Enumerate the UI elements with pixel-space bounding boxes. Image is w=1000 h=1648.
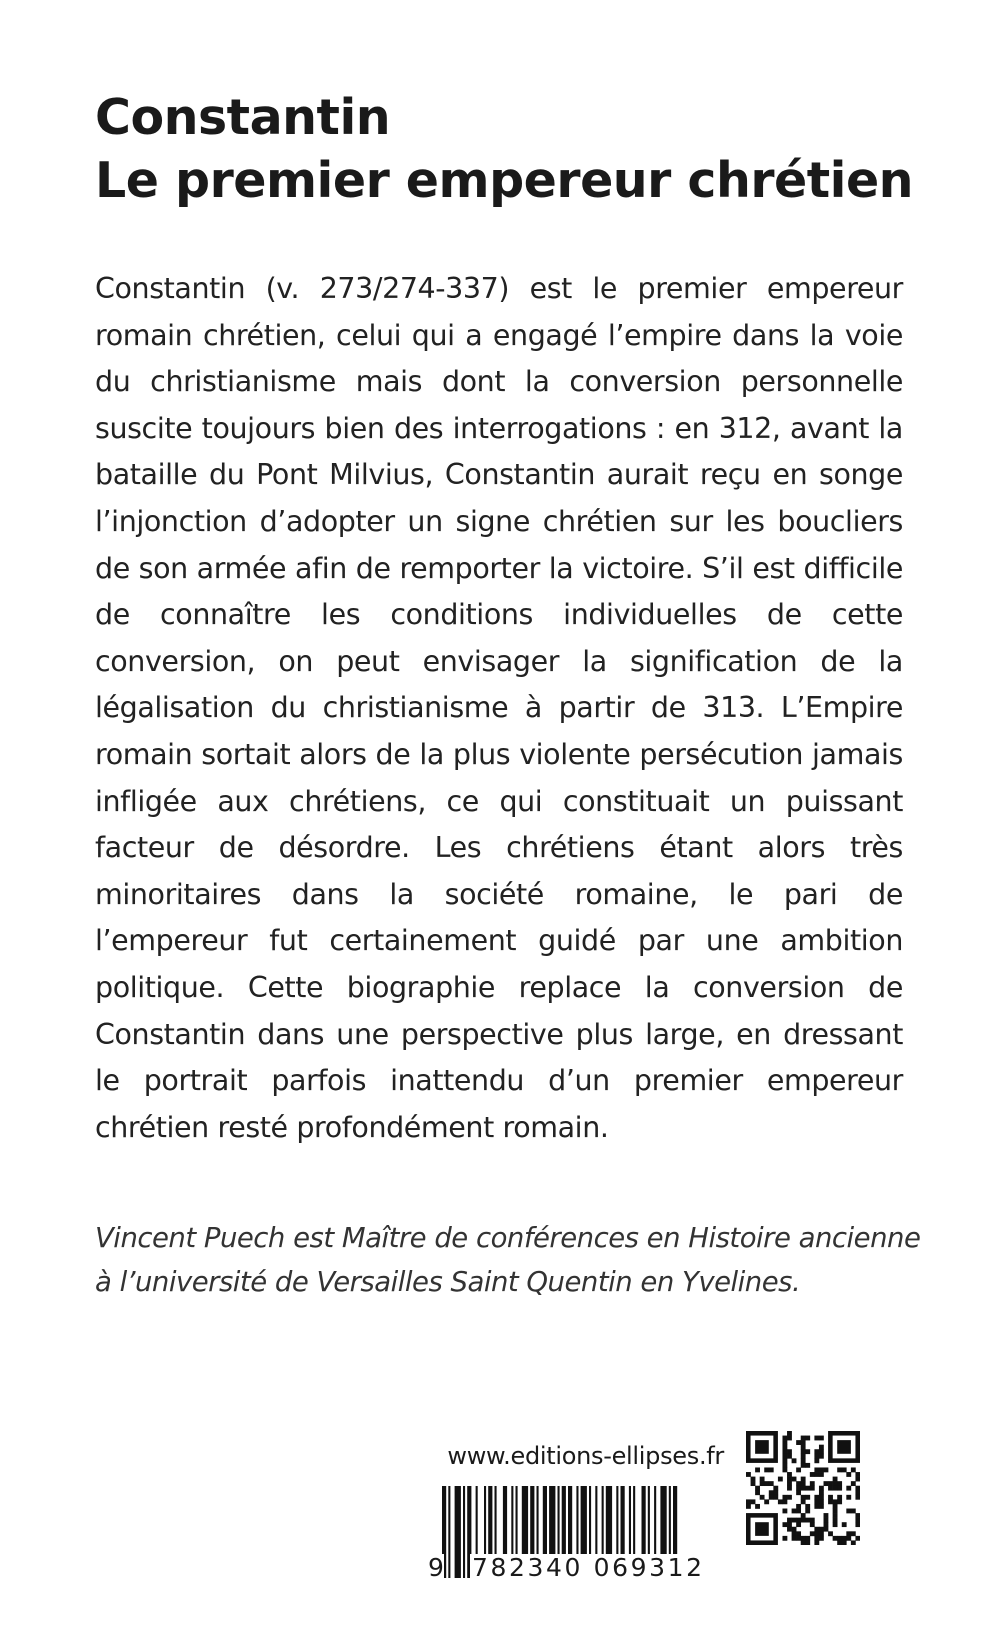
book-title <box>95 86 915 212</box>
title-line-2: Le premier empereur chrétien <box>95 152 914 209</box>
book-blurb: Constantin (v. 273/274-337) est le premier empereur romain chrétien, celui qui a engagé l’empire dans la voie du christianisme mais dont la conversion personnelle suscite toujours bien des interrogations : en 312, avant la bataille du Pont Milvius, Constantin aurait reçu en songe l’injonction d’adopter un signe chrétien sur les boucliers de son armée afin de remporter la victoire. S’il est difficile de connaître les conditions individuelles de cette conversion, on peut envisager la signification de la légalisation du christianisme à partir de 313. L’Empire romain sortait alors de la plus violente persécution jamais infligée aux chrétiens, ce qui constituait un puissant facteur de désordre. Les chrétiens étant alors très minoritaires dans la société romaine, le pari de l’empereur fut certainement guidé par une ambition politique. Cette biographie replace la conversion de Constantin dans une perspective plus large, en dressant le portrait parfois inattendu d’un premier empereur chrétien resté profondément romain. <box>95 272 903 1144</box>
title-line-1: Constantin <box>95 89 391 146</box>
barcode-icon <box>428 1486 724 1582</box>
barcode-lead-digit: 9 <box>428 1553 444 1582</box>
qr-code-modules <box>746 1431 860 1545</box>
barcode-digits: 782340 069312 <box>472 1553 705 1582</box>
publisher-website: www.editions-ellipses.fr <box>447 1442 724 1470</box>
qr-code-icon <box>746 1431 860 1545</box>
author-note: Vincent Puech est Maître de conférences en Histoire ancienne à l’université de Versailles Saint Quentin en Yvelines. <box>95 1222 921 1298</box>
